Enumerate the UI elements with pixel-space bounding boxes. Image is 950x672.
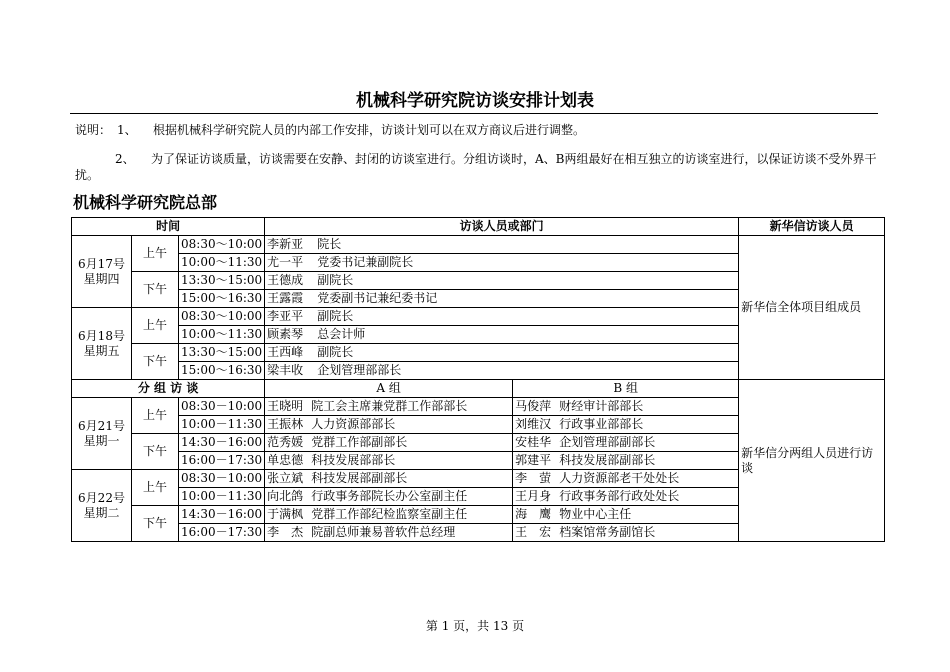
interviewee-cell — [265, 254, 739, 272]
group-a-cell — [265, 488, 513, 506]
person-title: 党群工作部纪检监察室副主任 — [311, 507, 468, 521]
group-b-cell — [513, 506, 739, 524]
date-cell — [72, 236, 132, 308]
person-title: 院长 — [317, 237, 342, 251]
am-cell: 上午 — [132, 470, 179, 506]
person-name: 王德成 — [267, 273, 304, 287]
person-name: 尤一平 — [267, 255, 304, 269]
note-2-number: 2、 — [115, 152, 135, 166]
interviewee-cell — [265, 290, 739, 308]
date-text: 6月17号 — [78, 256, 125, 271]
time-slot: 14:30－16:00 — [179, 434, 265, 452]
date-text: 6月22号 — [78, 490, 125, 505]
person-name: 张立斌 — [267, 471, 304, 485]
interviewee-cell — [265, 362, 739, 380]
person-title: 人力资源部部长 — [311, 417, 396, 431]
person-title: 企划管理部副部长 — [559, 435, 656, 449]
person-name: 马俊萍 — [515, 399, 552, 413]
group-a-header: A 组 — [265, 380, 513, 398]
pm-cell: 下午 — [132, 434, 179, 470]
person-name: 王振林 — [267, 417, 304, 431]
person-title: 副院长 — [317, 345, 354, 359]
person-name: 李亚平 — [267, 309, 304, 323]
group-a-cell — [265, 506, 513, 524]
header-time: 时间 — [72, 218, 265, 236]
person-title: 行政事业部部长 — [559, 417, 644, 431]
group-b-cell — [513, 416, 739, 434]
group-a-cell — [265, 398, 513, 416]
page-footer: 第 1 页，共 13 页 — [425, 619, 525, 633]
section-title: 机械科学研究院总部 — [73, 193, 218, 212]
header-interviewee: 访谈人员或部门 — [265, 218, 739, 236]
weekday-text: 星期四 — [83, 271, 120, 286]
person-name: 王西峰 — [267, 345, 304, 359]
group-a-cell — [265, 452, 513, 470]
group-a-cell — [265, 524, 513, 542]
person-title: 副院长 — [317, 273, 354, 287]
page-title: 机械科学研究院访谈安排计划表 — [356, 91, 594, 111]
time-slot: 10:00－11:30 — [179, 416, 265, 434]
interviewee-cell — [265, 344, 739, 362]
am-cell: 上午 — [132, 398, 179, 434]
person-name: 安桂华 — [515, 435, 552, 449]
header-xinhua: 新华信访谈人员 — [739, 218, 885, 236]
person-name: 李新亚 — [267, 237, 304, 251]
person-title: 档案馆常务副馆长 — [559, 525, 656, 539]
person-title: 院副总师兼易普软件总经理 — [311, 525, 456, 539]
interviewee-cell — [265, 236, 739, 254]
time-slot: 13:30～15:00 — [179, 344, 265, 362]
xinhua-group-cell: 新华信分两组人员进行访谈 — [739, 380, 885, 542]
table-row — [72, 236, 885, 254]
pm-cell: 下午 — [132, 506, 179, 542]
person-title: 副院长 — [317, 309, 354, 323]
weekday-text: 星期二 — [83, 505, 120, 520]
date-cell — [72, 470, 132, 542]
am-cell: 上午 — [132, 236, 179, 272]
note-1-number: 1、 — [117, 123, 137, 137]
person-name: 王露霞 — [267, 291, 304, 305]
time-slot: 15:00～16:30 — [179, 362, 265, 380]
table-header-row — [72, 218, 885, 236]
person-name: 李 杰 — [267, 525, 304, 539]
person-title: 院工会主席兼党群工作部部长 — [311, 399, 468, 413]
group-b-cell — [513, 434, 739, 452]
person-title: 科技发展部副部长 — [559, 453, 656, 467]
person-title: 党群工作部副部长 — [311, 435, 408, 449]
person-name: 单忠德 — [267, 453, 304, 467]
person-title: 行政事务部行政处处长 — [559, 489, 680, 503]
time-slot: 08:30－10:00 — [179, 470, 265, 488]
person-title: 总会计师 — [317, 327, 366, 341]
interviewee-cell — [265, 308, 739, 326]
interviewee-cell — [265, 326, 739, 344]
person-title: 物业中心主任 — [559, 507, 632, 521]
person-name: 于满枫 — [267, 507, 304, 521]
person-name: 王月身 — [515, 489, 552, 503]
person-name: 郭建平 — [515, 453, 552, 467]
note-2 — [75, 151, 880, 183]
person-title: 党委副书记兼纪委书记 — [317, 291, 438, 305]
person-title: 企划管理部部长 — [317, 363, 402, 377]
person-name: 王 宏 — [515, 525, 552, 539]
person-title: 行政事务部院长办公室副主任 — [311, 489, 468, 503]
group-interview-label: 分 组 访 谈 — [72, 380, 265, 398]
person-title: 科技发展部副部长 — [311, 471, 408, 485]
weekday-text: 星期五 — [83, 343, 120, 358]
note-label: 说明： — [75, 123, 112, 137]
person-name: 刘维汉 — [515, 417, 552, 431]
time-slot: 08:30－10:00 — [179, 398, 265, 416]
person-name: 顾素琴 — [267, 327, 304, 341]
time-slot: 14:30－16:00 — [179, 506, 265, 524]
time-slot: 10:00～11:30 — [179, 326, 265, 344]
time-slot: 08:30～10:00 — [179, 236, 265, 254]
group-a-cell — [265, 434, 513, 452]
group-b-cell — [513, 470, 739, 488]
time-slot: 16:00－17:30 — [179, 452, 265, 470]
am-cell: 上午 — [132, 308, 179, 344]
group-header-row — [72, 380, 885, 398]
group-b-cell — [513, 452, 739, 470]
weekday-text: 星期一 — [83, 433, 120, 448]
person-title: 科技发展部部长 — [311, 453, 396, 467]
group-b-cell — [513, 488, 739, 506]
time-slot: 10:00～11:30 — [179, 254, 265, 272]
person-name: 王晓明 — [267, 399, 304, 413]
group-a-cell — [265, 470, 513, 488]
time-slot: 16:00－17:30 — [179, 524, 265, 542]
interviewee-cell — [265, 272, 739, 290]
group-b-cell — [513, 524, 739, 542]
note-2-text: 为了保证访谈质量，访谈需要在安静、封闭的访谈室进行。分组访谈时，A、B两组最好在相互独立的访谈室进行，以保证访谈不受外界干扰。 — [75, 152, 877, 182]
person-title: 财经审计部部长 — [559, 399, 644, 413]
xinhua-cell: 新华信全体项目组成员 — [739, 236, 885, 380]
person-name: 向北鸽 — [267, 489, 304, 503]
date-text: 6月21号 — [78, 418, 125, 433]
person-name: 李 萤 — [515, 471, 552, 485]
note-1-text: 根据机械科学研究院人员的内部工作安排，访谈计划可以在双方商议后进行调整。 — [153, 123, 586, 137]
date-text: 6月18号 — [78, 328, 125, 343]
person-name: 梁丰收 — [267, 363, 304, 377]
person-name: 海 鹰 — [515, 507, 552, 521]
person-title: 人力资源部老干处处长 — [559, 471, 680, 485]
time-slot: 15:00～16:30 — [179, 290, 265, 308]
pm-cell: 下午 — [132, 344, 179, 380]
time-slot: 13:30～15:00 — [179, 272, 265, 290]
pm-cell: 下午 — [132, 272, 179, 308]
date-cell — [72, 398, 132, 470]
date-cell — [72, 308, 132, 380]
person-title: 党委书记兼副院长 — [317, 255, 414, 269]
interview-schedule-table — [71, 217, 885, 542]
note-1 — [75, 122, 875, 138]
group-b-cell — [513, 398, 739, 416]
time-slot: 08:30～10:00 — [179, 308, 265, 326]
group-a-cell — [265, 416, 513, 434]
time-slot: 10:00－11:30 — [179, 488, 265, 506]
title-rule — [70, 113, 878, 114]
person-name: 范秀媛 — [267, 435, 304, 449]
group-b-header: B 组 — [513, 380, 739, 398]
